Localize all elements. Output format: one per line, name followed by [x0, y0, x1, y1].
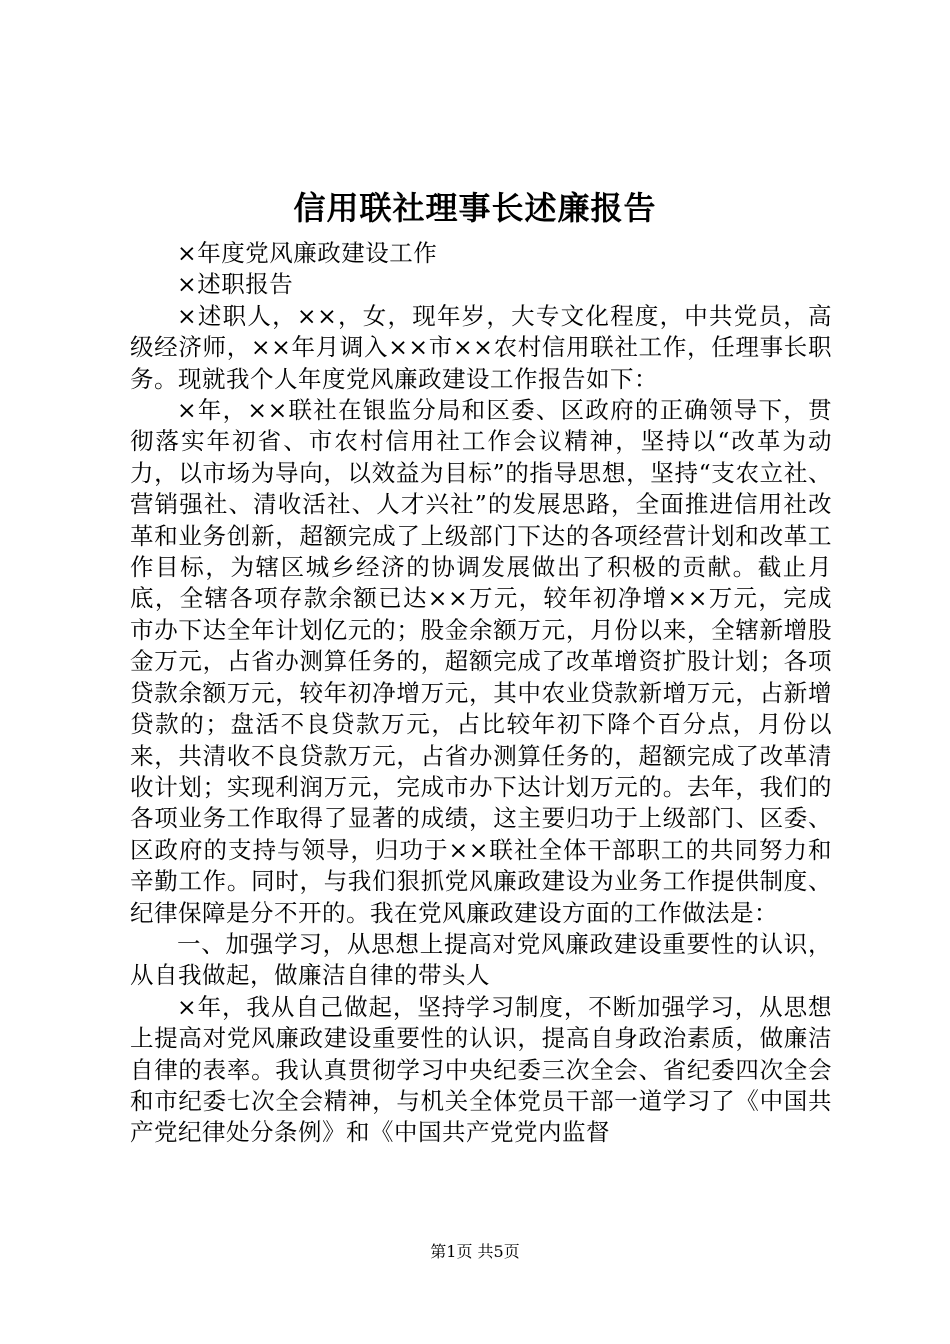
document-title: 信用联社理事长述廉报告 — [293, 189, 657, 227]
paragraph-study: ×年，我从自己做起，坚持学习制度，不断加强学习，从思想上提高对党风廉政建设重要性的认识，提高自身政治素质，做廉洁自律的表率。我认真贯彻学习中央纪委三次全会、省纪委四次全会和市纪委七次全会精神，与机关全体党员干部一道学习了《中国共产党纪律处分条例》和《中国共产党党内监督 — [130, 992, 832, 1147]
page-footer: 第1页 共5页 — [430, 1242, 520, 1261]
paragraph-section-one-heading: 一、加强学习，从思想上提高对党风廉政建设重要性的认识，从自我做起，做廉洁自律的带头人 — [130, 929, 832, 990]
document-body — [130, 238, 832, 1149]
paragraph-achievements: ×年，××联社在银监分局和区委、区政府的正确领导下，贯彻落实年初省、市农村信用社工作会议精神，坚持以“改革为动力，以市场为导向，以效益为目标”的指导思想，坚持“支农立社、营销强社、清收活社、人才兴社”的发展思路，全面推进信用社改革和业务创新，超额完成了上级部门下达的各项经营计划和改革工作目标，为辖区城乡经济的协调发展做出了积极的贡献。截止月底，全辖各项存款余额已达××万元，较年初净增××万元，完成市办下达全年计划亿元的；股金余额万元，月份以来，全辖新增股金万元，占省办测算任务的，超额完成了改革增资扩股计划；各项贷款余额万元，较年初净增万元，其中农业贷款新增万元，占新增贷款的；盘活不良贷款万元，占比较年初下降个百分点，月份以来，共清收不良贷款万元，占省办测算任务的，超额完成了改革清收计划；实现利润万元，完成市办下达计划万元的。去年，我们的各项业务工作取得了显著的成绩，这主要归功于上级部门、区委、区政府的支持与领导，归功于××联社全体干部职工的共同努力和辛勤工作。同时，与我们狠抓党风廉政建设为业务工作提供制度、纪律保障是分不开的。我在党风廉政建设方面的工作做法是： — [130, 396, 832, 927]
paragraph-intro: ×述职人，××，女，现年岁，大专文化程度，中共党员，高级经济师，××年月调入××市××农村信用联社工作，任理事长职务。现就我个人年度党风廉政建设工作报告如下： — [130, 301, 832, 393]
paragraph-year-heading: ×年度党风廉政建设工作 — [177, 239, 438, 267]
paragraph-report-heading: ×述职报告 — [177, 270, 294, 299]
